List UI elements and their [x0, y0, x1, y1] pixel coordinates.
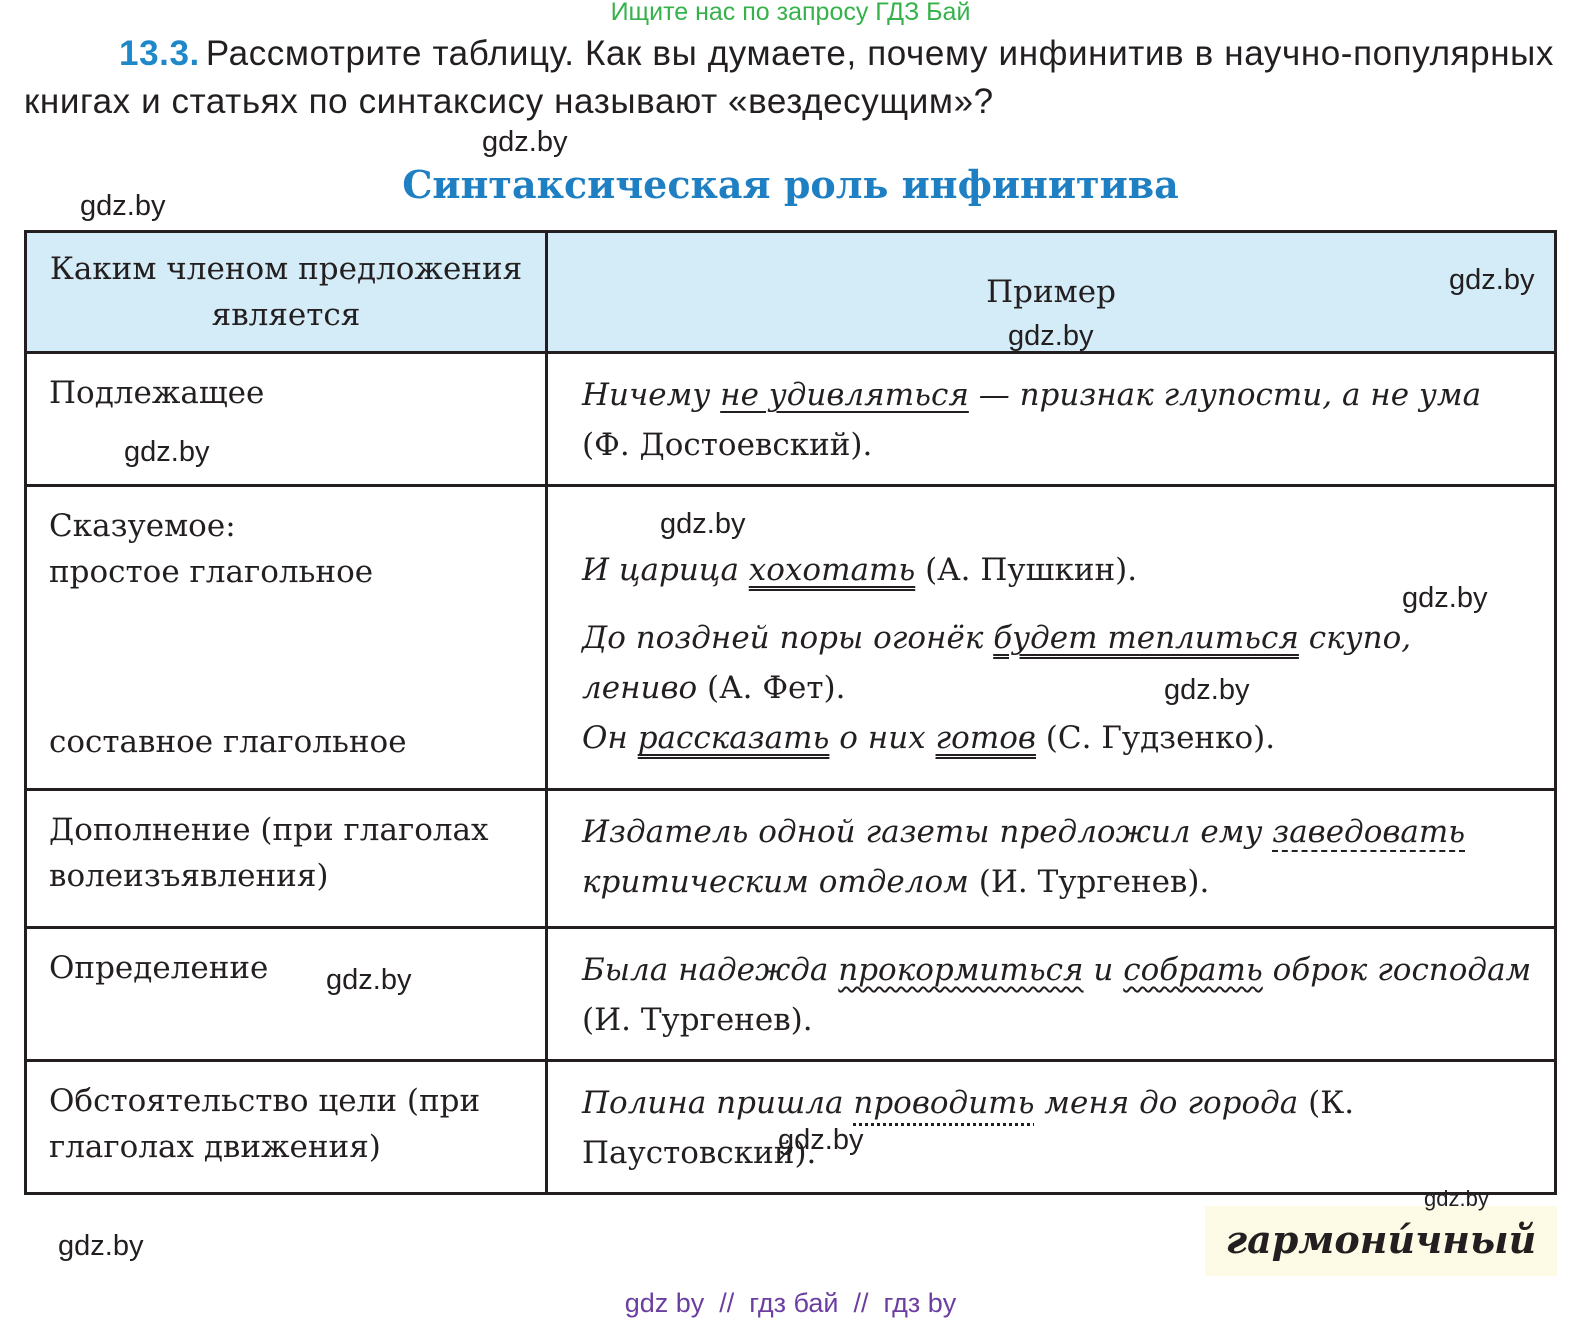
table-row: [26, 353, 1556, 486]
predicate-infinitive: рассказать: [637, 720, 830, 756]
table-header-row: [26, 232, 1556, 353]
example-source: (И. Тургенев).: [968, 864, 1210, 900]
example-text: Он: [582, 720, 638, 756]
example-text: Ничему: [582, 377, 721, 413]
example-source: (И. Тургенев).: [582, 1002, 813, 1038]
attribute-infinitive: собрать: [1123, 952, 1263, 988]
example-text: И царица: [582, 552, 749, 588]
role-cell: [26, 486, 547, 790]
role-cell: Дополнение (при глаголах волеизъявления): [26, 790, 547, 928]
role-sublabel: составное глагольное: [49, 724, 407, 760]
watermark: gdz.by: [1164, 674, 1250, 706]
watermark: gdz.by: [1402, 582, 1488, 614]
example-source: (К. Паустовский).: [582, 1085, 1355, 1171]
example-text: оброк господам: [1262, 952, 1532, 988]
task-text: [24, 30, 1554, 126]
watermark: gdz.by: [1424, 1186, 1489, 1211]
table-row: [26, 790, 1556, 928]
watermark: gdz.by: [80, 190, 166, 222]
role-label: Сказуемое:: [49, 508, 236, 544]
vocabulary-word-card: гармони́чный: [1205, 1206, 1557, 1276]
example-text: критическим отделом: [582, 864, 969, 900]
example-cell: [547, 1061, 1556, 1194]
predicate-infinitive: будет теплиться: [993, 620, 1299, 656]
example-cell: [547, 928, 1556, 1061]
predicate-infinitive: хохотать: [748, 552, 916, 588]
example-cell: [547, 790, 1556, 928]
example-text: Была надежда: [582, 952, 839, 988]
table-row: [26, 928, 1556, 1061]
example-source: (А. Пушкин).: [915, 552, 1138, 588]
adverbial-infinitive: проводить: [853, 1085, 1035, 1121]
example-text: Полина пришла: [582, 1085, 854, 1121]
example-text: меня до города: [1034, 1085, 1299, 1121]
watermark: gdz.by: [1008, 320, 1094, 352]
example-source: (Ф. Достоевский).: [582, 427, 873, 463]
role-cell: Определение: [26, 928, 547, 1061]
footer-links: gdz by // гдз бай // гдз by: [624, 1288, 957, 1318]
task-question: Рассмотрите таблицу. Как вы думаете, почему инфинитив в научно-популярных книгах и статьях по синтаксису называют «вездесущим»?: [24, 34, 1554, 121]
example-source: (А. Фет).: [697, 670, 846, 706]
example-text: До поздней поры огонёк: [582, 620, 994, 656]
role-sublabel: простое глагольное: [49, 554, 374, 590]
infinitive-roles-table: [24, 230, 1557, 1195]
example-text: о них: [829, 720, 936, 756]
watermark: gdz.by: [58, 1230, 144, 1262]
example-text: — признак глупости, а не ума: [968, 377, 1482, 413]
example-cell: [547, 353, 1556, 486]
header-example: Пример: [547, 232, 1556, 353]
task-number: 13.3.: [119, 34, 200, 73]
object-infinitive: заведовать: [1272, 814, 1466, 850]
role-cell: Подлежащее: [26, 353, 547, 486]
example-text: и: [1083, 952, 1124, 988]
watermark: gdz.by: [124, 436, 210, 468]
watermark: gdz.by: [1449, 264, 1535, 296]
watermark: gdz.by: [660, 508, 746, 540]
table-title: Синтаксическая роль инфинитива: [402, 162, 1179, 207]
top-banner: Ищите нас по запросу ГДЗ Бай: [610, 0, 971, 26]
attribute-infinitive: прокормиться: [838, 952, 1084, 988]
example-text: Издатель одной газеты предложил ему: [582, 814, 1273, 850]
watermark: gdz.by: [326, 964, 412, 996]
role-cell: Обстоятельство цели (при глаголах движения): [26, 1061, 547, 1194]
subject-infinitive: не удивляться: [720, 377, 969, 413]
header-role: Каким членом предложения является: [26, 232, 547, 353]
watermark: gdz.by: [778, 1124, 864, 1156]
watermark: gdz.by: [482, 126, 568, 158]
table-row: [26, 486, 1556, 790]
example-source: (С. Гудзенко).: [1035, 720, 1276, 756]
predicate-adjective: готов: [935, 720, 1036, 756]
example-text: скупо, лениво: [582, 620, 1412, 706]
